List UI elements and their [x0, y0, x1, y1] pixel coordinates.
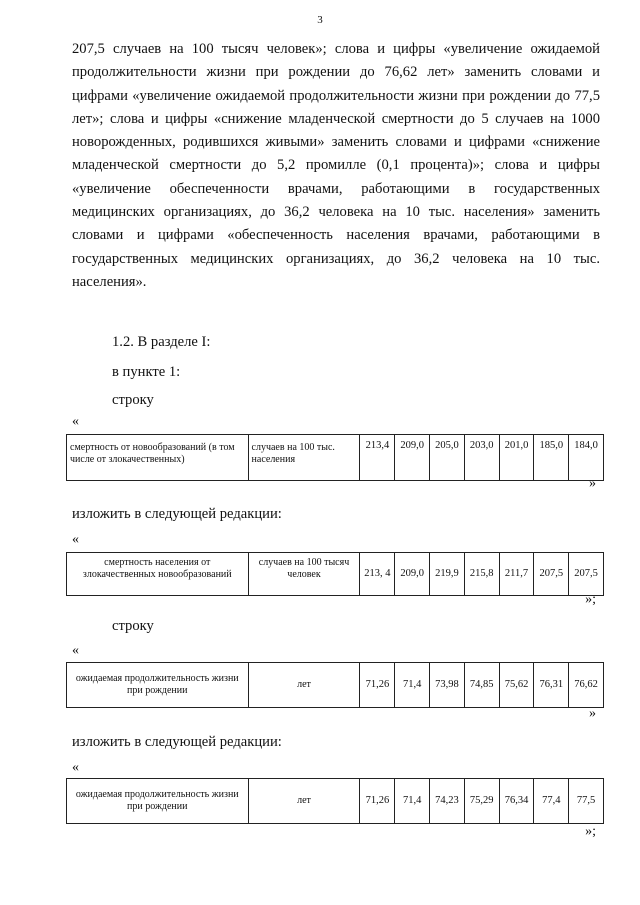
open-quote: «: [72, 414, 79, 429]
close-quote: »: [589, 476, 596, 491]
value-cell: 203,0: [464, 435, 499, 481]
indicator-label: смертность населения от злокачественных новообразований: [67, 553, 249, 596]
open-quote: «: [72, 760, 79, 775]
value-cell: 209,0: [395, 435, 430, 481]
unit-cell: лет: [248, 779, 360, 824]
value-cell: 76,62: [569, 663, 604, 708]
unit-cell: случаев на 100 тысяч человек: [248, 553, 360, 596]
value-cell: 71,4: [395, 779, 430, 824]
indicator-label: ожидаемая продолжительность жизни при рождении: [67, 663, 249, 708]
value-cell: 73,98: [430, 663, 465, 708]
value-cell: 207,5: [534, 553, 569, 596]
value-cell: 205,0: [430, 435, 465, 481]
table-old-cancer-mortality: [66, 434, 604, 481]
value-cell: 74,85: [464, 663, 499, 708]
close-quote: »: [589, 706, 596, 721]
value-cell: 213,4: [360, 435, 395, 481]
table-row: [67, 435, 604, 481]
table-new-cancer-mortality: [66, 552, 604, 596]
unit-cell: случаев на 100 тыс. населения: [248, 435, 360, 481]
table-old-life-expectancy: [66, 662, 604, 708]
open-quote: «: [72, 532, 79, 547]
value-cell: 219,9: [430, 553, 465, 596]
row-word-line: строку: [112, 618, 154, 634]
clause-line: в пункте 1:: [112, 364, 181, 380]
indicator-label: ожидаемая продолжительность жизни при рождении: [67, 779, 249, 824]
value-cell: 75,62: [499, 663, 534, 708]
value-cell: 211,7: [499, 553, 534, 596]
table-row: [67, 553, 604, 596]
replace-line: изложить в следующей редакции:: [72, 734, 282, 750]
value-cell: 76,31: [534, 663, 569, 708]
page-number: 3: [317, 14, 323, 26]
row-word-line: строку: [112, 392, 154, 408]
intro-paragraph: 207,5 случаев на 100 тысяч человек»; слова и цифры «увеличение ожидаемой продолжительности жизни при рождении до 76,62 лет» заменить словами и цифрами «увеличение ожидаемой продолжительности жизни при рождении до 77,5 лет»; слова и цифры «снижение младенческой смертности до 5 случаев на 1000 новорожденных, родившихся живыми» заменить словами и цифрами «снижение младенческой смертности до 5,2 промилле (0,1 процента)»; слова и цифры «увеличение обеспеченности врачами, работающими в государственных медицинских организациях, до 36,2 человека на 10 тыс. населения» заменить словами и цифрами «обеспеченность населения врачами, работающими в государственных медицинских организациях, до 36,2 человека на 10 тыс. населения».: [72, 41, 600, 290]
value-cell: 71,4: [395, 663, 430, 708]
indicator-label: смертность от новообразований (в том числе от злокачественных): [67, 435, 249, 481]
table-new-life-expectancy: [66, 778, 604, 824]
open-quote: «: [72, 643, 79, 658]
replace-line: изложить в следующей редакции:: [72, 506, 282, 522]
value-cell: 76,34: [499, 779, 534, 824]
close-quote-semicolon: »;: [585, 824, 596, 839]
value-cell: 215,8: [464, 553, 499, 596]
value-cell: 201,0: [499, 435, 534, 481]
table-row: [67, 663, 604, 708]
table-row: [67, 779, 604, 824]
value-cell: 75,29: [464, 779, 499, 824]
value-cell: 71,26: [360, 779, 395, 824]
close-quote-semicolon: »;: [585, 592, 596, 607]
value-cell: 213, 4: [360, 553, 395, 596]
value-cell: 185,0: [534, 435, 569, 481]
value-cell: 74,23: [430, 779, 465, 824]
unit-cell: лет: [248, 663, 360, 708]
value-cell: 77,5: [569, 779, 604, 824]
value-cell: 71,26: [360, 663, 395, 708]
value-cell: 77,4: [534, 779, 569, 824]
section-heading: 1.2. В разделе I:: [112, 334, 211, 350]
value-cell: 209,0: [395, 553, 430, 596]
value-cell: 207,5: [569, 553, 604, 596]
value-cell: 184,0: [569, 435, 604, 481]
